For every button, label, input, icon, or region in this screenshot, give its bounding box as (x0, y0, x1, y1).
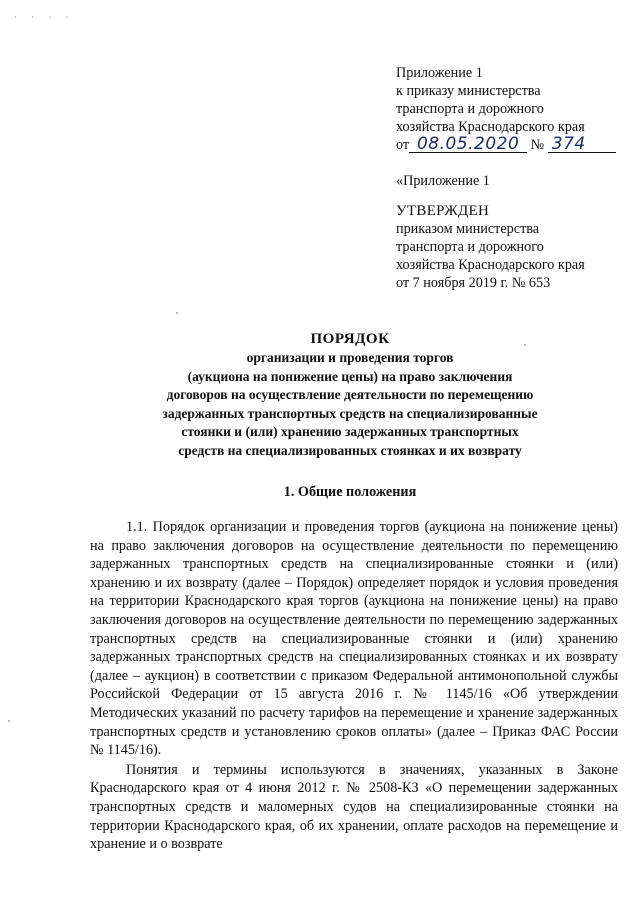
appendix-line: транспорта и дорожного (396, 101, 544, 117)
order-reference (396, 136, 616, 156)
approval-quote-line: «Приложение 1 (396, 173, 490, 189)
title-main: ПОРЯДОК (310, 331, 390, 347)
appendix-line: к приказу министерства (396, 83, 541, 99)
scan-speck (8, 720, 10, 722)
document-title (70, 330, 630, 460)
scan-specks: · · · · (14, 12, 75, 22)
title-line: (аукциона на понижение цены) на право заключения (187, 368, 513, 384)
order-prefix: от (396, 137, 410, 153)
paragraph: 1.1. Порядок организации и проведения торгов (аукциона на понижение цены) на право заключения договоров на осуществление деятельности по перемещению задержанных транспортных средств на специализированные стоянки и (или) хранению и их возврату (далее – Порядок) определяет порядок и условия проведения на территории Краснодарского края торгов (аукциона на понижение цены) на право заключения договоров на осуществление деятельности по перемещению задержанных транспортных средств на специализированные стоянки и (или) хранению задержанных транспортных средств на специализированных стоянках и их возврату (далее – аукцион) в соответствии с приказом Федеральной антимонопольной службы Российской Федерации от 15 августа 2016 г. № 1145/16 «Об утверждении Методических указаний по расчету тарифов на перемещение и хранение задержанных транспортных средств и установлению сроков оплаты» (далее – Приказ ФАС России № 1145/16). (90, 519, 618, 759)
approval-line: от 7 ноября 2019 г. № 653 (396, 275, 551, 291)
approval-line: хозяйства Краснодарского края (396, 257, 585, 273)
title-line: средств на специализированных стоянках и их возврату (178, 442, 522, 458)
order-number-prefix: № (530, 137, 545, 153)
approval-line: приказом министерства (396, 221, 540, 237)
handwritten-order-date: 08.05.2020 (409, 136, 527, 153)
scan-speck (524, 344, 526, 346)
title-line: договоров на осуществление деятельности по перемещению (166, 387, 534, 402)
section-heading: 1. Общие положения (283, 484, 417, 500)
title-line: организации и проведения торгов (246, 350, 454, 365)
approval-block (396, 172, 616, 292)
appendix-block (396, 64, 616, 156)
handwritten-order-number: 374 (548, 136, 616, 153)
paragraph: Понятия и термины используются в значениях, указанных в Законе Краснодарского края от 4 июня 2012 г. № 2508-КЗ «О перемещении задержанных транспортных средств и маломерных судов на специализированные стоянки на территории Краснодарского края, об их хранении, оплате расходов на перемещение и хранение и о возврате (90, 761, 618, 853)
approval-header: УТВЕРЖДЕН (396, 203, 490, 219)
title-line: стоянки и (или) хранению задержанных транспортных (181, 424, 519, 439)
section-body (90, 518, 618, 854)
appendix-line: Приложение 1 (396, 65, 483, 81)
scan-speck (176, 312, 178, 314)
title-line: задержанных транспортных средств на специализированные (162, 405, 538, 421)
approval-line: транспорта и дорожного (396, 239, 544, 255)
appendix-line: хозяйства Краснодарского края (396, 119, 585, 135)
